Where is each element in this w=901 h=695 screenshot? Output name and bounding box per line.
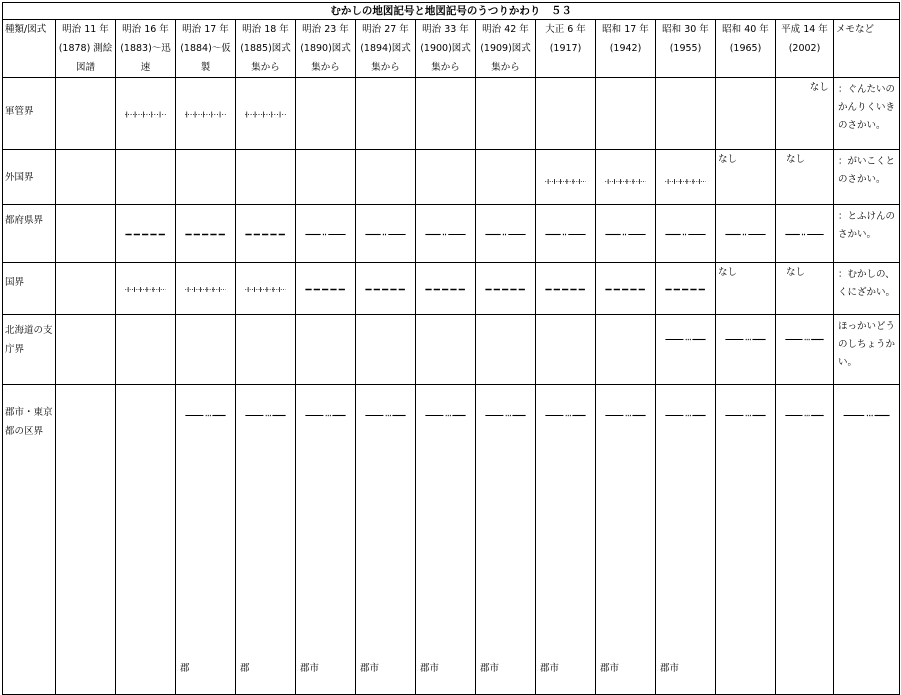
symbol-cell [296,385,356,695]
prefecture-boundary-symbol [484,230,527,239]
symbol-cell [536,315,596,385]
city-label: 郡市 [600,663,620,674]
subprefecture-boundary-symbol [784,335,825,344]
symbol-cell [776,385,834,695]
symbol-cell [596,263,656,315]
military-boundary-symbol [244,110,287,119]
province-boundary-symbol [364,285,407,294]
symbol-cell [416,205,476,263]
city-boundary-symbol [184,411,227,420]
city-label: 郡 [240,663,250,674]
symbol-cell [716,315,776,385]
military-boundary-symbol [184,110,227,119]
symbol-cell [236,263,296,315]
symbol-cell [596,205,656,263]
symbol-cell [176,78,236,150]
row-label: 軍管界 [3,78,56,150]
none-cell [776,150,834,205]
symbol-cell [476,315,536,385]
prefecture-boundary-symbol [184,230,227,239]
symbol-cell [116,263,176,315]
symbol-cell [116,315,176,385]
symbol-cell [656,263,716,315]
symbol-cell [236,205,296,263]
header-era-1955: 昭和 30 年 (1955) [656,20,716,78]
symbol-cell [116,78,176,150]
symbol-cell [656,205,716,263]
symbol-cell [116,385,176,695]
province-boundary-symbol [604,285,647,294]
symbol-cell [176,385,236,695]
prefecture-boundary-symbol [244,230,287,239]
city-boundary-symbol [484,411,527,420]
header-era-1942: 昭和 17 年 (1942) [596,20,656,78]
row-label: 北海道の支庁界 [3,315,56,385]
symbol-cell [296,205,356,263]
province-boundary-symbol [244,285,287,294]
header-era-1900: 明治 33 年 (1900)図式集から [416,20,476,78]
city-label: 郡市 [300,663,320,674]
symbol-cell [296,263,356,315]
symbol-cell [176,205,236,263]
none-text: なし [786,267,806,278]
symbol-cell [236,150,296,205]
prefecture-boundary-symbol [364,230,407,239]
symbol-cell [356,315,416,385]
province-boundary-symbol [664,285,707,294]
table-row [3,150,900,205]
city-boundary-symbol [664,411,707,420]
province-boundary-symbol [184,285,227,294]
table-row [3,78,900,150]
header-kind: 種類/図式 [3,20,56,78]
city-label: 郡市 [480,663,500,674]
symbol-cell [476,385,536,695]
province-boundary-symbol [544,285,587,294]
foreign-boundary-symbol [604,177,647,186]
prefecture-boundary-symbol [784,230,825,239]
header-era-1890: 明治 23 年 (1890)図式集から [296,20,356,78]
header-era-1878: 明治 11 年 (1878) 測絵図譜 [56,20,116,78]
none-text: なし [786,154,806,165]
header-era-1909: 明治 42 年 (1909)図式集から [476,20,536,78]
symbol-cell [596,385,656,695]
city-label: 郡市 [540,663,560,674]
city-boundary-symbol [604,411,647,420]
row-label: 国界 [3,263,56,315]
province-boundary-symbol [124,285,167,294]
symbol-cell [296,315,356,385]
symbol-cell [536,385,596,695]
symbol-cell [356,385,416,695]
symbol-cell [476,150,536,205]
symbol-cell [236,315,296,385]
none-cell [716,263,776,315]
symbol-cell [236,78,296,150]
symbol-cell [716,78,776,150]
symbol-cell [356,150,416,205]
city-label: 郡市 [360,663,380,674]
row-label: 外国界 [3,150,56,205]
city-label: 郡 [180,663,190,674]
header-memo: メモなど [834,20,900,78]
symbol-cell [596,150,656,205]
symbol-cell [416,385,476,695]
symbol-cell [176,150,236,205]
header-era-1965: 昭和 40 年 (1965) [716,20,776,78]
symbol-cell [476,263,536,315]
none-text: なし [718,154,738,165]
symbol-cell [476,78,536,150]
header-era-1885: 明治 18 年 (1885)図式集から [236,20,296,78]
row-label: 都府県界 [3,205,56,263]
symbol-cell [656,385,716,695]
symbol-cell [56,385,116,695]
symbol-cell [56,263,116,315]
symbol-cell [356,78,416,150]
symbol-cell [536,205,596,263]
symbol-cell [416,78,476,150]
subprefecture-boundary-symbol [664,335,707,344]
none-cell [776,263,834,315]
city-boundary-symbol [364,411,407,420]
row-note: ：とふけんのさかい。 [834,205,900,263]
prefecture-boundary-symbol [724,230,767,239]
header-era-2002: 平成 14 年 (2002) [776,20,834,78]
city-boundary-symbol [304,411,347,420]
none-cell [776,78,834,150]
symbol-cell [596,315,656,385]
prefecture-boundary-symbol [604,230,647,239]
province-boundary-symbol [424,285,467,294]
prefecture-boundary-symbol [424,230,467,239]
city-boundary-symbol [842,411,891,420]
symbol-cell [416,150,476,205]
city-boundary-symbol [724,411,767,420]
city-boundary-symbol [784,411,825,420]
header-era-1883: 明治 16 年 (1883)～迅速 [116,20,176,78]
symbol-cell [716,385,776,695]
none-text: なし [718,267,738,278]
subprefecture-boundary-symbol [724,335,767,344]
header-era-1884: 明治 17 年 (1884)～仮製 [176,20,236,78]
table-row [3,263,900,315]
symbol-cell [416,263,476,315]
symbol-history-table [2,2,900,695]
symbol-cell [776,205,834,263]
header-era-1894: 明治 27 年 (1894)図式集から [356,20,416,78]
symbol-cell [656,78,716,150]
symbol-cell [356,263,416,315]
symbol-cell [56,78,116,150]
row-note: ：むかしの、くにざかい。 [834,263,900,315]
symbol-cell [296,150,356,205]
prefecture-boundary-symbol [304,230,347,239]
symbol-cell [176,263,236,315]
row-note: ：がいこくとのさかい。 [834,150,900,205]
symbol-cell [416,315,476,385]
symbol-cell [596,78,656,150]
symbol-cell [834,385,900,695]
city-boundary-symbol [244,411,287,420]
symbol-cell [56,205,116,263]
symbol-cell [116,205,176,263]
foreign-boundary-symbol [544,177,587,186]
symbol-cell [536,78,596,150]
symbol-cell [476,205,536,263]
row-label: 郡市・東京都の区界 [3,385,56,695]
symbol-cell [56,150,116,205]
page-title: むかしの地図記号と地図記号のうつりかわり ５３ [3,3,900,20]
symbol-cell [296,78,356,150]
symbol-cell [356,205,416,263]
city-boundary-symbol [544,411,587,420]
table-row [3,385,900,695]
military-boundary-symbol [124,110,167,119]
prefecture-boundary-symbol [124,230,167,239]
row-note: ほっかいどうのしちょうかい。 [834,315,900,385]
symbol-cell [116,150,176,205]
row-note: ：ぐんたいのかんりくいきのさかい。 [834,78,900,150]
symbol-cell [236,385,296,695]
none-cell [716,150,776,205]
symbol-cell [656,150,716,205]
symbol-cell [536,150,596,205]
foreign-boundary-symbol [664,177,707,186]
table-row [3,205,900,263]
city-label: 郡市 [660,663,680,674]
table-row [3,315,900,385]
prefecture-boundary-symbol [544,230,587,239]
symbol-cell [56,315,116,385]
symbol-cell [656,315,716,385]
symbol-cell [776,315,834,385]
symbol-cell [536,263,596,315]
province-boundary-symbol [484,285,527,294]
header-era-1917: 大正 6 年 (1917) [536,20,596,78]
none-text: なし [809,82,829,93]
city-label: 郡市 [420,663,440,674]
symbol-cell [716,205,776,263]
prefecture-boundary-symbol [664,230,707,239]
symbol-cell [176,315,236,385]
city-boundary-symbol [424,411,467,420]
province-boundary-symbol [304,285,347,294]
